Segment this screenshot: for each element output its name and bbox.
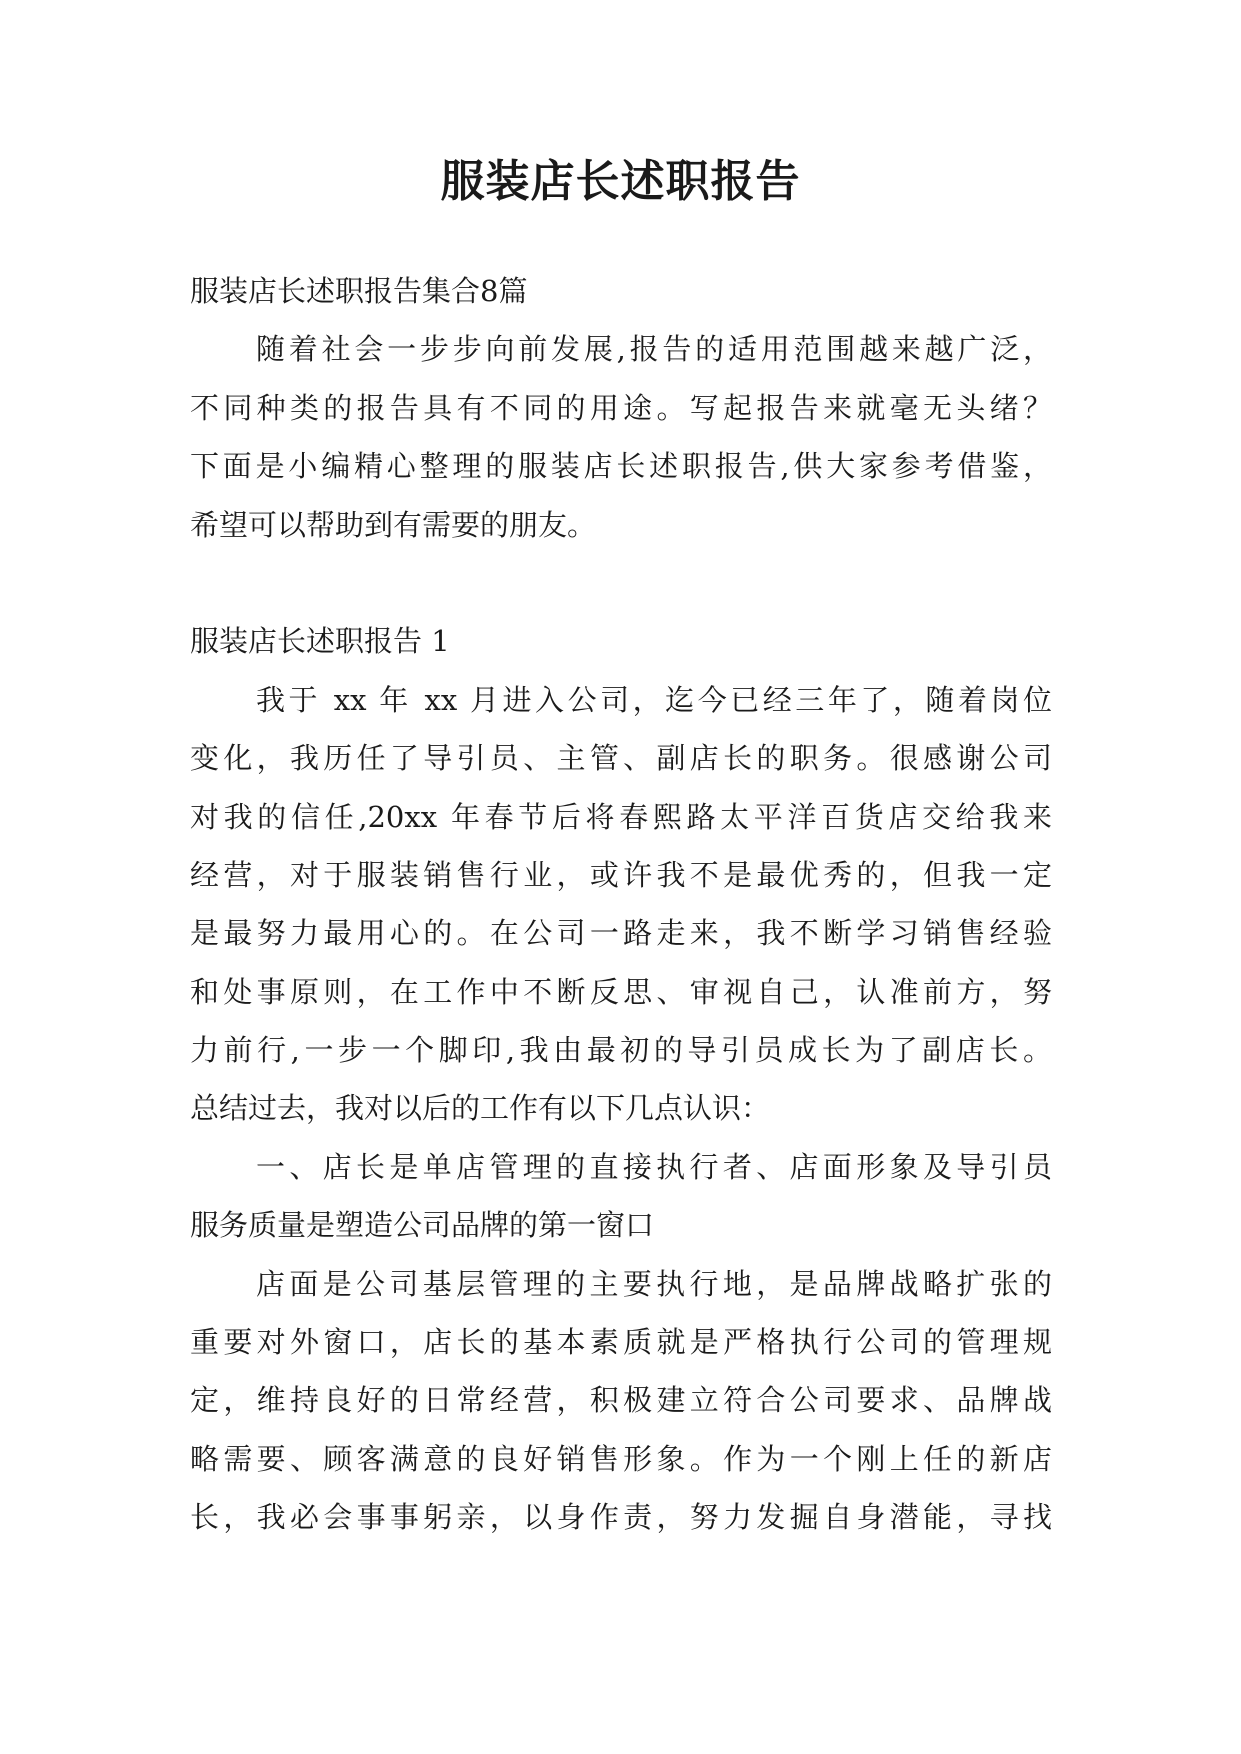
section1-point-1 [190, 1138, 1052, 1255]
document-title: 服装店长述职报告 [440, 156, 801, 207]
paragraph-gap [190, 554, 1052, 612]
paragraph-line: 力前行,一步一个脚印,我由最初的导引员成长为了副店长。 [190, 1033, 1052, 1068]
paragraph-line: 重要对外窗口，店长的基本素质就是严格执行公司的管理规 [190, 1325, 1052, 1360]
intro-line: 希望可以帮助到有需要的朋友。 [190, 507, 597, 542]
section1-paragraph-2 [190, 1255, 1052, 1547]
paragraph-line: 变化，我历任了导引员、主管、副店长的职务。很感谢公司 [190, 741, 1052, 776]
paragraph-line: 定，维持良好的日常经营，积极建立符合公司要求、品牌战 [190, 1383, 1052, 1418]
paragraph-line: 总结过去，我对以后的工作有以下几点认识： [190, 1091, 771, 1126]
paragraph-line: 经营，对于服装销售行业，或许我不是最优秀的，但我一定 [190, 857, 1052, 892]
intro-line: 随着社会一步步向前发展,报告的适用范围越来越广泛， [256, 332, 1052, 367]
section1-paragraph-1 [190, 671, 1052, 1138]
section-heading: 服装店长述职报告 1 [190, 624, 450, 659]
paragraph-line: 和处事原则，在工作中不断反思、审视自己，认准前方，努 [190, 974, 1052, 1009]
paragraph-line: 对我的信任,20xx 年春节后将春熙路太平洋百货店交给我来 [190, 799, 1052, 834]
paragraph-line: 是最努力最用心的。在公司一路走来，我不断学习销售经验 [190, 916, 1052, 951]
point-line: 服务质量是塑造公司品牌的第一窗口 [190, 1208, 655, 1243]
document-subtitle: 服装店长述职报告集合8篇 [190, 274, 528, 308]
point-line: 一、店长是单店管理的直接执行者、店面形象及导引员 [256, 1149, 1052, 1184]
paragraph-line: 略需要、顾客满意的良好销售形象。作为一个刚上任的新店 [190, 1441, 1052, 1476]
paragraph-line: 长，我必会事事躬亲，以身作责，努力发掘自身潜能，寻找 [190, 1500, 1052, 1535]
document-body [190, 262, 1052, 1547]
intro-line: 下面是小编精心整理的服装店长述职报告,供大家参考借鉴， [190, 449, 1052, 484]
intro-paragraph [190, 320, 1052, 554]
paragraph-line: 我于 xx 年 xx 月进入公司，迄今已经三年了，随着岗位 [256, 682, 1052, 717]
intro-line: 不同种类的报告具有不同的用途。写起报告来就毫无头绪？ [190, 390, 1052, 425]
paragraph-line: 店面是公司基层管理的主要执行地，是品牌战略扩张的 [256, 1266, 1052, 1301]
